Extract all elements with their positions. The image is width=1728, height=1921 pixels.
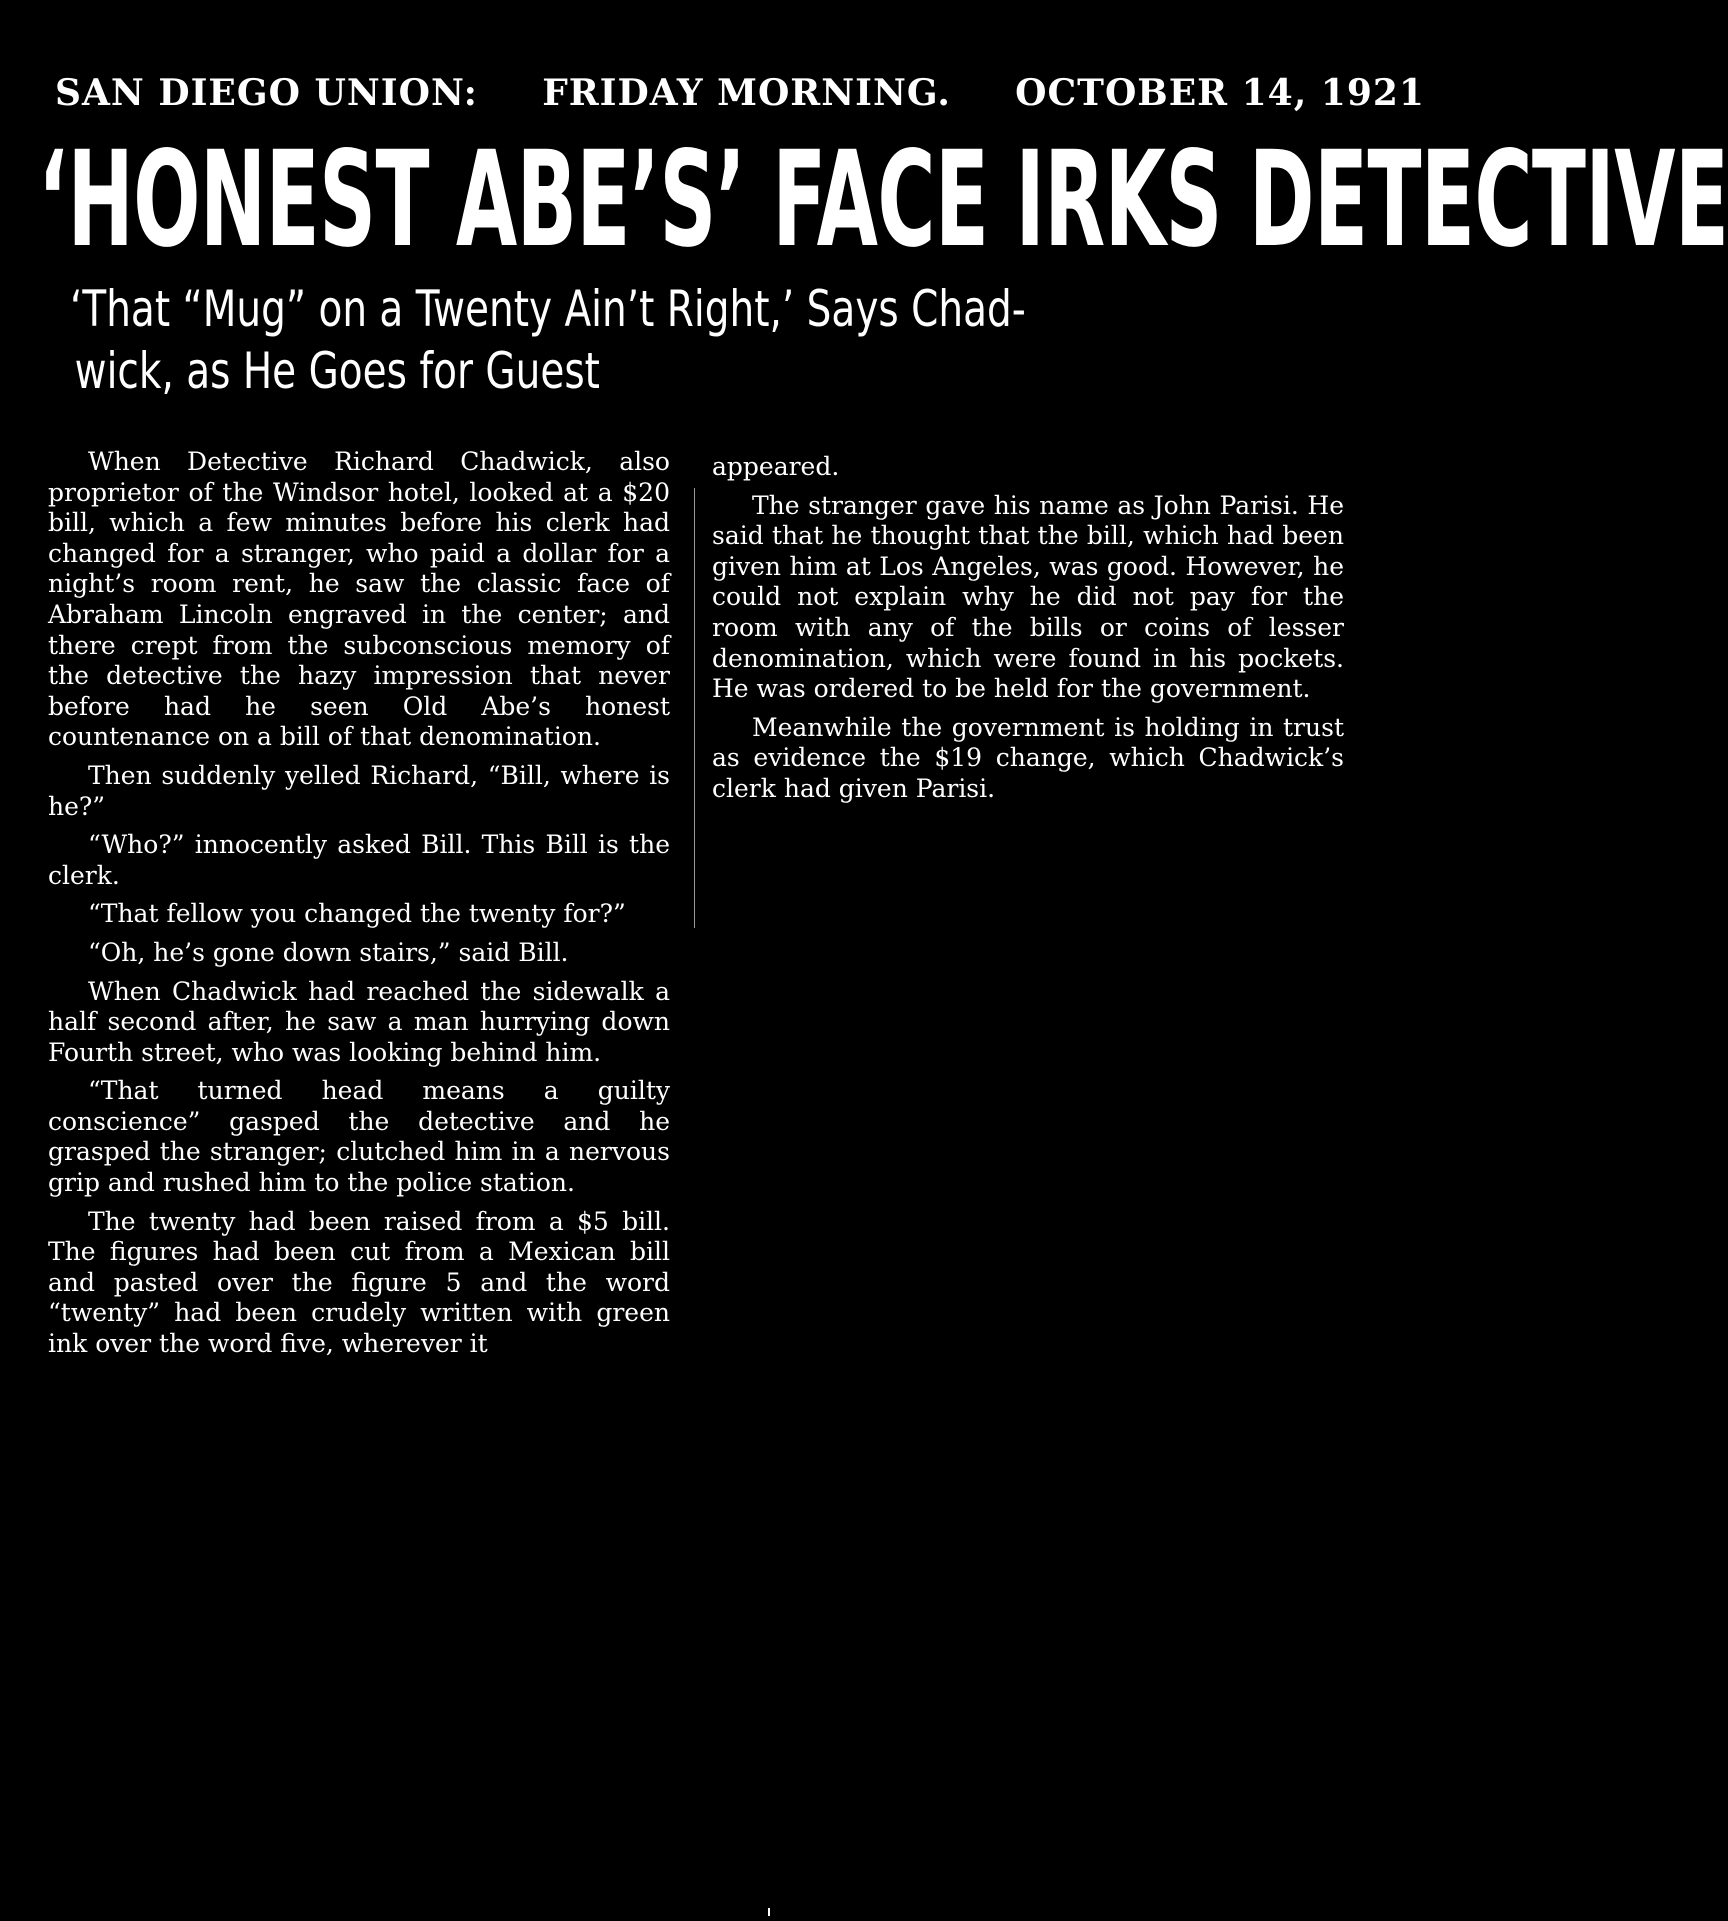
article-paragraph: “Who?” innocently asked Bill. This Bill is the clerk. bbox=[48, 830, 670, 890]
article-paragraph: “That fellow you changed the twenty for?” bbox=[88, 899, 626, 929]
masthead-day: FRIDAY MORNING. bbox=[542, 72, 951, 114]
article-paragraph: The stranger gave his name as John Parisi. He said that he thought that the bill, which had been given him at Los Angeles, was good. However, he could not explain why he did not pay for the room with any of the bills or coins of lesser denomination, which were found in his pockets. He was ordered to be held for the government. bbox=[712, 490, 1344, 704]
scan-speck bbox=[768, 1908, 770, 1916]
masthead bbox=[55, 72, 1425, 114]
column-divider bbox=[694, 488, 695, 928]
subheadline-line-1: ‘That “Mug” on a Twenty Ain’t Right,’ Says Chad- bbox=[70, 280, 1026, 338]
headline: ‘HONEST ABE’S’ FACE IRKS DETECTIVE bbox=[38, 123, 1728, 277]
article-paragraph: Then suddenly yelled Richard, “Bill, where is he?” bbox=[48, 760, 670, 821]
masthead-date: OCTOBER 14, 1921 bbox=[1015, 72, 1425, 114]
masthead-paper-name: SAN DIEGO UNION: bbox=[55, 72, 478, 114]
article-paragraph: appeared. bbox=[712, 452, 840, 481]
article-column-right bbox=[712, 452, 1344, 813]
article-paragraph: “Oh, he’s gone down stairs,” said Bill. bbox=[88, 937, 569, 967]
article-paragraph: Meanwhile the government is holding in trust as evidence the $19 change, which Chadwick’s clerk had given Parisi. bbox=[712, 712, 1344, 803]
article-paragraph: When Detective Richard Chadwick, also proprietor of the Windsor hotel, looked at a $20 bill, which a few minutes before his clerk had changed for a stranger, who paid a dollar for a night’s room rent, he saw the classic face of Abraham Lincoln engraved in the center; and there crept from the subconscious memory of the detective the hazy impression that never before had he seen Old Abe’s honest countenance on a bill of that denomination. bbox=[48, 447, 670, 752]
subheadline-line-2: wick, as He Goes for Guest bbox=[74, 342, 600, 400]
article-paragraph: “That turned head means a guilty conscience” gasped the detective and he grasped the stranger; clutched him in a nervous grip and rushed him to the police station. bbox=[48, 1076, 670, 1198]
article-paragraph: When Chadwick had reached the sidewalk a half second after, he saw a man hurrying down Fourth street, who was looking behind him. bbox=[48, 976, 670, 1067]
subheadline bbox=[70, 278, 1310, 402]
article-column-left bbox=[48, 447, 670, 1368]
article-paragraph: The twenty had been raised from a $5 bill. The figures had been cut from a Mexican bill and pasted over the figure 5 and the word “twenty” had been crudely written with green ink over the word five, wherever it bbox=[48, 1206, 670, 1359]
